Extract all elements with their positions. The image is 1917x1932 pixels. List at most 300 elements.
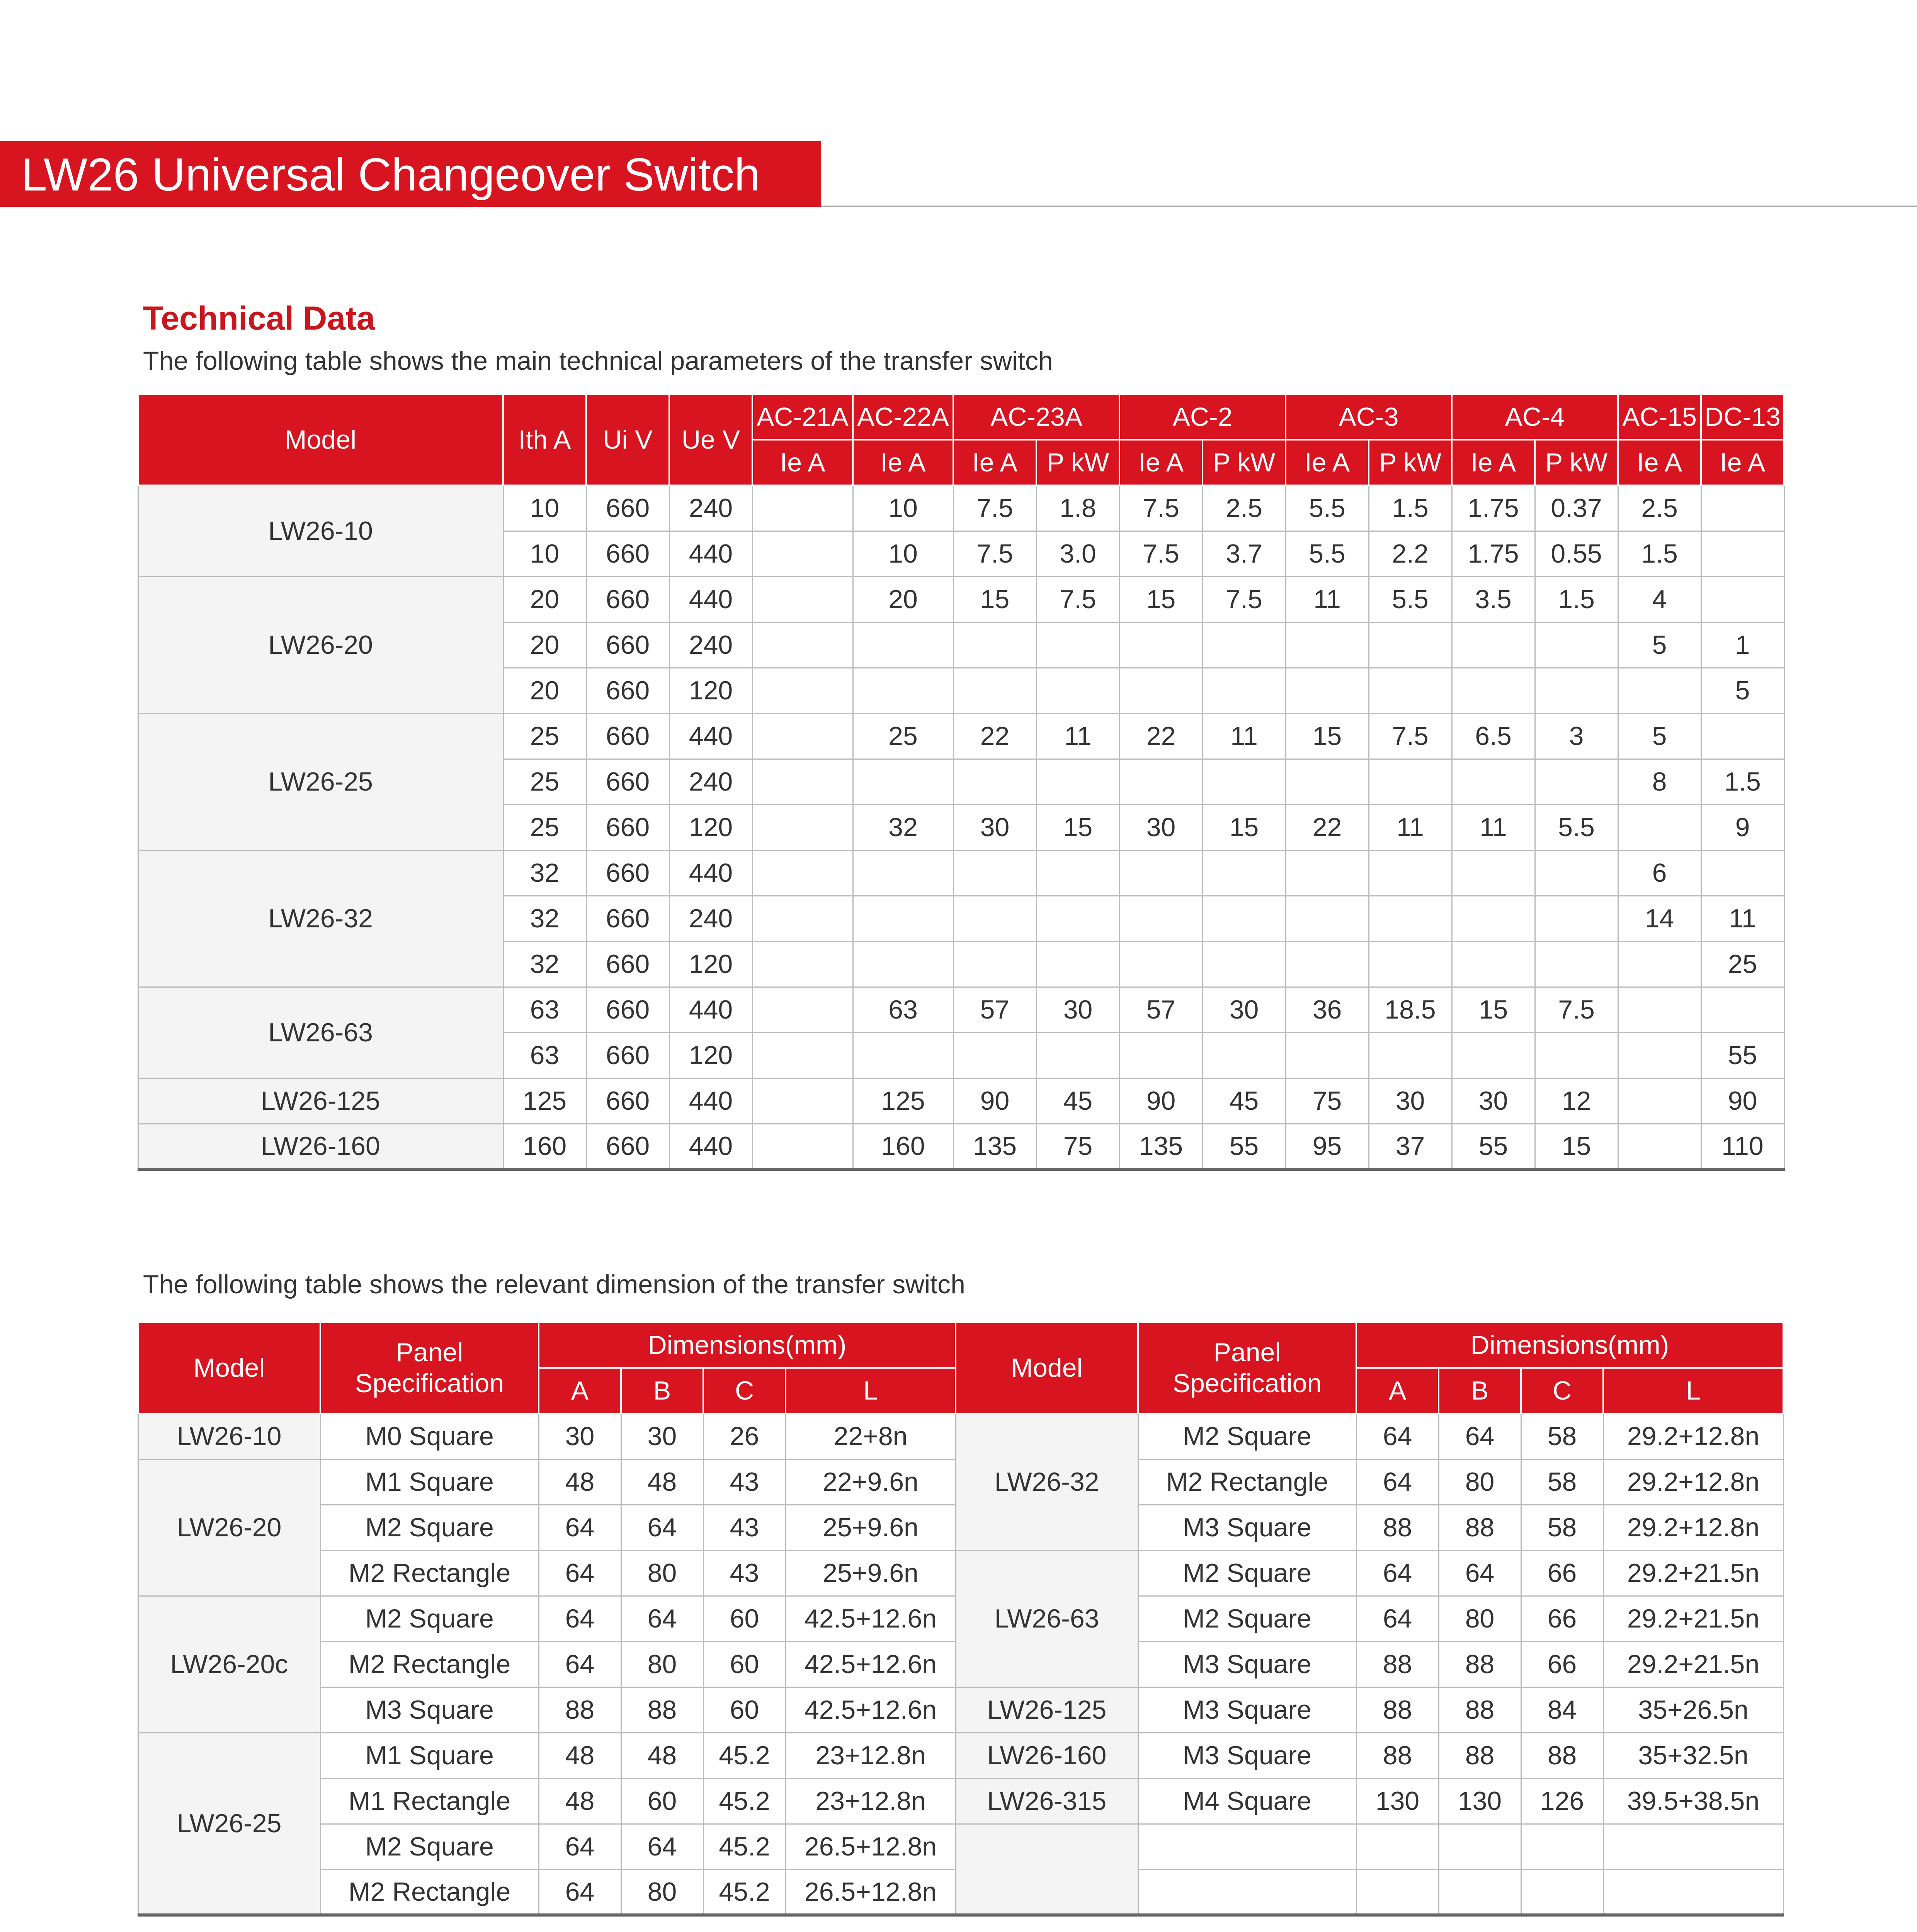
group-header: AC-15 (1618, 394, 1701, 440)
dim-cell: 48 (539, 1733, 621, 1778)
value-cell (1203, 941, 1286, 987)
value-cell: 240 (669, 485, 752, 531)
value-cell: 1.5 (1701, 759, 1784, 804)
value-cell (1369, 896, 1452, 941)
dim-cell: 42.5+12.6n (786, 1641, 956, 1687)
dim-cell: 43 (703, 1550, 786, 1596)
table-row (138, 850, 1784, 896)
dim-cell: 60 (703, 1596, 786, 1641)
value-cell: 45 (1036, 1078, 1119, 1124)
value-cell: 4 (1618, 577, 1701, 622)
value-cell: 2.2 (1369, 531, 1452, 577)
value-cell (752, 941, 853, 987)
value-cell: 440 (669, 713, 752, 759)
panel-cell: M0 Square (320, 1413, 539, 1459)
dimensions-header: Dimensions(mm) (1356, 1322, 1783, 1368)
value-cell: 55 (1203, 1124, 1286, 1169)
title-text: Universal Changeover Switch (151, 149, 760, 201)
value-cell: 125 (853, 1078, 953, 1124)
value-cell: 160 (853, 1124, 953, 1169)
value-cell (853, 1032, 953, 1078)
dim-cell: 45.2 (703, 1778, 786, 1824)
value-cell: 120 (669, 941, 752, 987)
value-cell (1701, 850, 1784, 896)
dim-cell: 29.2+21.5n (1603, 1641, 1783, 1687)
dim-cell: 64 (621, 1596, 703, 1641)
value-cell (752, 896, 853, 941)
dim-cell: 25+9.6n (786, 1550, 956, 1596)
value-cell (1036, 668, 1119, 713)
value-cell (1369, 941, 1452, 987)
value-cell (853, 622, 953, 668)
dim-sub-header: C (1521, 1368, 1603, 1413)
value-cell: 1.8 (1036, 485, 1119, 531)
value-cell: 240 (669, 896, 752, 941)
dim-cell: 88 (1439, 1733, 1521, 1778)
value-cell: 15 (1286, 713, 1369, 759)
value-cell: 20 (503, 622, 586, 668)
value-cell: 30 (1452, 1078, 1535, 1124)
value-cell: 10 (853, 531, 953, 577)
tech-intro: The following table shows the main technical parameters of the transfer switch (143, 346, 1053, 376)
dimensions-header: Dimensions(mm) (539, 1322, 956, 1368)
value-cell: 120 (669, 804, 752, 850)
value-cell: 30 (1036, 987, 1119, 1032)
model-header: Model (956, 1322, 1138, 1413)
value-cell: 63 (853, 987, 953, 1032)
value-cell (1119, 896, 1203, 941)
dim-cell: 48 (621, 1459, 703, 1505)
model-cell: LW26-32 (956, 1413, 1138, 1550)
value-cell: 22 (953, 713, 1036, 759)
group-header: AC-22A (853, 394, 953, 440)
dim-cell: 84 (1521, 1687, 1603, 1733)
value-cell (1036, 850, 1119, 896)
value-cell: 90 (1701, 1078, 1784, 1124)
value-cell: 63 (503, 987, 586, 1032)
model-cell: LW26-20 (138, 1459, 320, 1596)
value-cell: 1.5 (1618, 531, 1701, 577)
value-cell (1036, 941, 1119, 987)
value-cell (1119, 668, 1203, 713)
group-header: AC-3 (1286, 394, 1452, 440)
value-cell: 660 (586, 759, 669, 804)
panel-cell (1138, 1824, 1356, 1869)
value-cell (1535, 1032, 1618, 1078)
dim-cell: 130 (1439, 1778, 1521, 1824)
value-cell: 55 (1701, 1032, 1784, 1078)
value-cell (752, 1078, 853, 1124)
panel-cell: M2 Rectangle (320, 1550, 539, 1596)
group-header: AC-21A (752, 394, 853, 440)
value-cell: 5 (1701, 668, 1784, 713)
value-cell (1535, 759, 1618, 804)
value-cell: 110 (1701, 1124, 1784, 1169)
value-cell (1369, 622, 1452, 668)
sub-header: Ie A (1452, 440, 1535, 485)
value-cell (953, 896, 1036, 941)
value-cell (1452, 622, 1535, 668)
model-cell: LW26-20c (138, 1596, 320, 1733)
panel-cell: M2 Square (1138, 1596, 1356, 1641)
value-cell: 18.5 (1369, 987, 1452, 1032)
dim-cell: 29.2+12.8n (1603, 1505, 1783, 1550)
panel-header: Panel Specification (1138, 1322, 1356, 1413)
dim-cell: 26.5+12.8n (786, 1869, 956, 1915)
dim-cell: 58 (1521, 1413, 1603, 1459)
dim-cell: 80 (621, 1641, 703, 1687)
value-cell (1618, 1124, 1701, 1169)
value-cell: 5.5 (1369, 577, 1452, 622)
value-cell: 3.5 (1452, 577, 1535, 622)
value-cell: 125 (503, 1078, 586, 1124)
dim-cell: 26.5+12.8n (786, 1824, 956, 1869)
value-cell: 660 (586, 485, 669, 531)
dim-cell: 30 (621, 1413, 703, 1459)
dim-cell: 64 (1356, 1459, 1439, 1505)
dim-cell: 88 (1356, 1687, 1439, 1733)
value-cell: 36 (1286, 987, 1369, 1032)
panel-cell: M2 Square (1138, 1550, 1356, 1596)
sub-header: Ie A (853, 440, 953, 485)
value-cell: 660 (586, 668, 669, 713)
value-cell: 10 (503, 485, 586, 531)
table-row (138, 1124, 1784, 1169)
value-cell: 660 (586, 1032, 669, 1078)
value-cell: 20 (853, 577, 953, 622)
value-cell (1701, 713, 1784, 759)
dim-cell: 30 (539, 1413, 621, 1459)
value-cell: 25 (853, 713, 953, 759)
dim-cell: 42.5+12.6n (786, 1687, 956, 1733)
value-cell: 8 (1618, 759, 1701, 804)
technical-data-table (137, 393, 1785, 1171)
dim-cell: 45.2 (703, 1869, 786, 1915)
model-cell: LW26-160 (138, 1124, 503, 1169)
group-header: AC-23A (953, 394, 1119, 440)
col-header: Ith A (503, 394, 586, 485)
col-header: Ui V (586, 394, 669, 485)
sub-header: Ie A (1119, 440, 1203, 485)
panel-cell (1138, 1869, 1356, 1915)
sub-header: P kW (1203, 440, 1286, 485)
dim-cell: 48 (539, 1778, 621, 1824)
value-cell: 135 (953, 1124, 1036, 1169)
dim-cell: 43 (703, 1505, 786, 1550)
dim-cell: 48 (621, 1733, 703, 1778)
sub-header: Ie A (1701, 440, 1784, 485)
sub-header: P kW (1535, 440, 1618, 485)
dim-cell: 60 (621, 1778, 703, 1824)
value-cell: 660 (586, 713, 669, 759)
dim-cell: 48 (539, 1459, 621, 1505)
value-cell: 7.5 (1535, 987, 1618, 1032)
value-cell: 1.5 (1535, 577, 1618, 622)
sub-header: Ie A (1286, 440, 1369, 485)
value-cell (1203, 759, 1286, 804)
value-cell: 22 (1286, 804, 1369, 850)
value-cell (1452, 759, 1535, 804)
dim-sub-header: A (1356, 1368, 1439, 1413)
value-cell: 25 (503, 759, 586, 804)
dim-cell: 58 (1521, 1459, 1603, 1505)
value-cell: 57 (953, 987, 1036, 1032)
panel-header: Panel Specification (320, 1322, 539, 1413)
group-header: AC-4 (1452, 394, 1618, 440)
value-cell: 7.5 (953, 531, 1036, 577)
value-cell (1535, 896, 1618, 941)
dim-cell: 126 (1521, 1778, 1603, 1824)
value-cell (1535, 622, 1618, 668)
value-cell (752, 759, 853, 804)
series-name: LW26 (21, 149, 139, 201)
dim-cell: 64 (539, 1824, 621, 1869)
value-cell: 440 (669, 987, 752, 1032)
dim-cell: 29.2+21.5n (1603, 1550, 1783, 1596)
value-cell: 15 (1203, 804, 1286, 850)
panel-cell: M1 Square (320, 1459, 539, 1505)
dim-cell (1439, 1869, 1521, 1915)
panel-cell: M2 Rectangle (320, 1869, 539, 1915)
value-cell: 7.5 (1119, 485, 1203, 531)
col-header: Ue V (669, 394, 752, 485)
value-cell: 30 (1203, 987, 1286, 1032)
dim-cell: 64 (621, 1505, 703, 1550)
dim-sub-header: L (1603, 1368, 1783, 1413)
value-cell: 0.37 (1535, 485, 1618, 531)
value-cell: 5 (1618, 622, 1701, 668)
dim-cell: 64 (539, 1550, 621, 1596)
dim-cell: 35+26.5n (1603, 1687, 1783, 1733)
value-cell: 90 (953, 1078, 1036, 1124)
dim-cell: 88 (1356, 1641, 1439, 1687)
dim-cell: 29.2+21.5n (1603, 1596, 1783, 1641)
dim-cell: 88 (539, 1687, 621, 1733)
value-cell (1203, 896, 1286, 941)
dim-cell (1521, 1824, 1603, 1869)
value-cell (1701, 531, 1784, 577)
value-cell (752, 1032, 853, 1078)
value-cell (1286, 759, 1369, 804)
value-cell (752, 668, 853, 713)
panel-cell: M3 Square (320, 1687, 539, 1733)
value-cell (752, 850, 853, 896)
model-cell: LW26-10 (138, 1413, 320, 1459)
model-cell: LW26-125 (956, 1687, 1138, 1733)
dim-cell: 45.2 (703, 1733, 786, 1778)
panel-cell: M2 Rectangle (320, 1641, 539, 1687)
value-cell (1618, 941, 1701, 987)
value-cell: 660 (586, 577, 669, 622)
dim-cell: 64 (1439, 1550, 1521, 1596)
table-row (138, 713, 1784, 759)
value-cell: 660 (586, 850, 669, 896)
value-cell: 660 (586, 987, 669, 1032)
table-row (138, 1733, 1783, 1778)
value-cell (1535, 668, 1618, 713)
value-cell (752, 987, 853, 1032)
dim-cell (1439, 1824, 1521, 1869)
value-cell (1286, 896, 1369, 941)
value-cell: 25 (1701, 941, 1784, 987)
value-cell (1119, 850, 1203, 896)
value-cell: 55 (1452, 1124, 1535, 1169)
dim-cell: 29.2+12.8n (1603, 1459, 1783, 1505)
value-cell: 32 (503, 941, 586, 987)
value-cell: 3 (1535, 713, 1618, 759)
value-cell (1203, 668, 1286, 713)
dim-cell: 66 (1521, 1641, 1603, 1687)
group-header: DC-13 (1701, 394, 1784, 440)
dim-cell (1356, 1824, 1439, 1869)
sub-header: Ie A (1618, 440, 1701, 485)
panel-cell: M1 Rectangle (320, 1778, 539, 1824)
value-cell: 440 (669, 531, 752, 577)
dim-cell (1603, 1869, 1783, 1915)
value-cell: 660 (586, 896, 669, 941)
value-cell: 22 (1119, 713, 1203, 759)
value-cell (1618, 987, 1701, 1032)
value-cell: 11 (1036, 713, 1119, 759)
value-cell: 2.5 (1618, 485, 1701, 531)
model-cell: LW26-25 (138, 713, 503, 850)
dim-sub-header: B (621, 1368, 703, 1413)
dim-cell: 88 (1439, 1505, 1521, 1550)
value-cell (1452, 668, 1535, 713)
value-cell: 11 (1701, 896, 1784, 941)
value-cell: 660 (586, 804, 669, 850)
dim-sub-header: B (1439, 1368, 1521, 1413)
value-cell (1369, 1032, 1452, 1078)
value-cell: 3.0 (1036, 531, 1119, 577)
dim-cell: 22+8n (786, 1413, 956, 1459)
model-cell: LW26-25 (138, 1733, 320, 1915)
panel-cell: M4 Square (1138, 1778, 1356, 1824)
dim-cell: 88 (1356, 1505, 1439, 1550)
value-cell: 30 (1119, 804, 1203, 850)
value-cell: 15 (1119, 577, 1203, 622)
dim-cell: 39.5+38.5n (1603, 1778, 1783, 1824)
value-cell (752, 1124, 853, 1169)
dim-cell: 88 (1521, 1733, 1603, 1778)
value-cell (1203, 850, 1286, 896)
model-cell: LW26-20 (138, 577, 503, 713)
value-cell: 14 (1618, 896, 1701, 941)
value-cell (1286, 850, 1369, 896)
sub-header: P kW (1369, 440, 1452, 485)
value-cell: 660 (586, 1078, 669, 1124)
dim-cell: 64 (1356, 1413, 1439, 1459)
dim-cell (1356, 1869, 1439, 1915)
model-cell: LW26-160 (956, 1733, 1138, 1778)
value-cell: 660 (586, 1124, 669, 1169)
value-cell (1203, 622, 1286, 668)
value-cell (853, 668, 953, 713)
value-cell (853, 896, 953, 941)
value-cell: 1 (1701, 622, 1784, 668)
value-cell: 440 (669, 850, 752, 896)
value-cell: 120 (669, 668, 752, 713)
value-cell (1535, 850, 1618, 896)
panel-cell: M2 Rectangle (1138, 1459, 1356, 1505)
dim-cell: 45.2 (703, 1824, 786, 1869)
dim-cell: 64 (1356, 1550, 1439, 1596)
dim-cell: 35+32.5n (1603, 1733, 1783, 1778)
value-cell: 32 (503, 850, 586, 896)
value-cell: 90 (1119, 1078, 1203, 1124)
value-cell: 7.5 (1369, 713, 1452, 759)
value-cell: 3.7 (1203, 531, 1286, 577)
value-cell (1036, 759, 1119, 804)
model-cell (956, 1824, 1138, 1915)
value-cell (1452, 1032, 1535, 1078)
value-cell (1203, 1032, 1286, 1078)
value-cell: 7.5 (953, 485, 1036, 531)
value-cell: 7.5 (1119, 531, 1203, 577)
group-header: AC-2 (1119, 394, 1286, 440)
dim-cell: 80 (1439, 1596, 1521, 1641)
model-cell: LW26-10 (138, 485, 503, 577)
value-cell (853, 759, 953, 804)
value-cell: 440 (669, 577, 752, 622)
dim-cell: 88 (1439, 1641, 1521, 1687)
panel-cell: M3 Square (1138, 1641, 1356, 1687)
sub-header: Ie A (953, 440, 1036, 485)
panel-cell: M2 Square (1138, 1413, 1356, 1459)
dim-cell: 66 (1521, 1550, 1603, 1596)
value-cell: 5.5 (1286, 485, 1369, 531)
value-cell: 30 (1369, 1078, 1452, 1124)
value-cell: 37 (1369, 1124, 1452, 1169)
value-cell: 7.5 (1203, 577, 1286, 622)
dim-cell: 64 (539, 1505, 621, 1550)
value-cell: 25 (503, 804, 586, 850)
value-cell (953, 1032, 1036, 1078)
table-row (138, 987, 1784, 1032)
value-cell: 15 (953, 577, 1036, 622)
section-heading: Technical Data (143, 300, 375, 337)
value-cell (1618, 804, 1701, 850)
value-cell: 10 (503, 531, 586, 577)
value-cell (1286, 622, 1369, 668)
dim-cell: 60 (703, 1687, 786, 1733)
value-cell: 11 (1369, 804, 1452, 850)
panel-cell: M2 Square (320, 1596, 539, 1641)
dim-cell: 64 (539, 1869, 621, 1915)
value-cell (1701, 987, 1784, 1032)
dim-sub-header: C (703, 1368, 786, 1413)
value-cell (752, 713, 853, 759)
value-cell (853, 850, 953, 896)
panel-cell: M3 Square (1138, 1687, 1356, 1733)
value-cell (1369, 850, 1452, 896)
value-cell: 440 (669, 1078, 752, 1124)
dim-cell: 26 (703, 1413, 786, 1459)
value-cell: 20 (503, 668, 586, 713)
value-cell (1119, 941, 1203, 987)
value-cell (953, 850, 1036, 896)
value-cell: 5 (1618, 713, 1701, 759)
value-cell: 7.5 (1036, 577, 1119, 622)
panel-cell: M1 Square (320, 1733, 539, 1778)
dim-cell: 130 (1356, 1778, 1439, 1824)
dim-cell: 64 (1356, 1596, 1439, 1641)
value-cell (1119, 759, 1203, 804)
dim-cell: 88 (621, 1687, 703, 1733)
dim-cell: 58 (1521, 1505, 1603, 1550)
value-cell (1036, 1032, 1119, 1078)
value-cell: 32 (503, 896, 586, 941)
